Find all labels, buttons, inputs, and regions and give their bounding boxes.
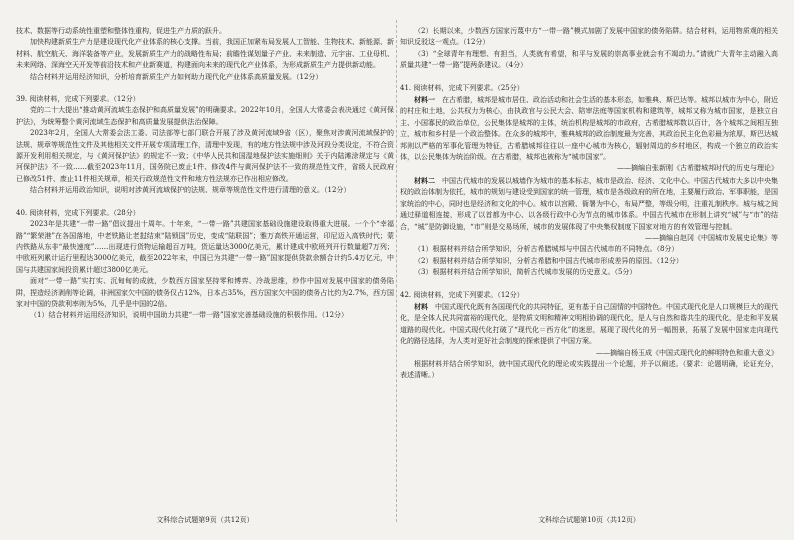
material-two xyxy=(400,175,778,233)
material-text: 在古希腊，城邦是城市居住、政治活动和社会生活的基本形态，如雅典、斯巴达等。城邦以城市为中心，附近的村庄和土地，公共权力为核心，由执政官与公民大会、陪审法庭等国家机构和建筑等，城邦又称为城市国家，是独立自主、小国寡民的政治单位，公民集体是城邦的主体，统治机构是城邦的市政府，古希腊城邦数以百计，各个城邦之间相互独立，城市和乡村是一个政治整体。在众多的城邦中，雅典城邦的政治制度最为完善，其政治民主化色彩最为浓厚，斯巴达城邦则以严格的军事化管理为特征，古希腊城邦往往以一座中心城市为核心，辐射周边的乡村地区，构成一个独立的政治实体，以公民集体为统治阶级。在古希腊，城邦也被称为“城市国家”。 xyxy=(400,96,778,162)
text-paragraph: 加快构建新质生产力是建设现代化产业体系的核心支撑。当前，我国正加紧布局发展人工智能、生物技术、新能源、新材料、航空航天、海洋装备等产业，发展新质生产力的战略性布局；前瞻性谋划量子产业、未来制造、元宇宙、工业母机、未来网络、深海空天开发等前沿技术和产业新赛道，构建面向未来的现代化产业体系，为形成新质生产力提供新动能。 xyxy=(16,38,394,70)
source-citation: ——摘编自张新刚《古希腊城邦时代的历史与理论》 xyxy=(617,164,778,173)
question-41-heading: 41. 阅读材料，完成下列要求。（25分） xyxy=(400,83,524,92)
question-prompt: （3）“全球青年有理想、有担当，人类就有希望，和平与发展的崇高事业就会有不竭动力。”请就广大青年主动融入高质量共建“一带一路”提两条建议。（4分） xyxy=(400,49,778,70)
question-prompt: （1）根据材料并结合所学知识，分析古希腊城邦与中国古代城市的不同特点。（8分） xyxy=(414,245,679,254)
question-prompt: 结合材料并运用政治知识，说明对涉黄河流域保护的法规、规章等规范性文件进行清理的意义。（12分） xyxy=(30,186,351,195)
question-prompt: （2）长期以来，少数西方国家污蔑中方“一带一路”模式加剧了发展中国家的债务陷阱。结合材料，运用物质观的相关知识反驳这一观点。（12分） xyxy=(400,27,778,47)
text-paragraph: 党的二十大提出“推动黄河流域生态保护和高质量发展”的明确要求。2022年10月，全国人大常委会表决通过《黄河保护法》，为统筹整个黄河流域生态保护和高质量发展提供法治保障。 xyxy=(16,106,394,126)
question-prompt: （3）根据材料并结合所学知识，简析古代城市发展的历史意义。（5分） xyxy=(414,268,637,277)
page-footer-left: 文科综合试题第9页（共12页） xyxy=(156,515,254,524)
question-40-heading: 40. 阅读材料，完成下列要求。（28分） xyxy=(16,208,140,217)
right-column xyxy=(400,26,778,530)
text-paragraph: 面对“一带一路”实打实、沉甸甸的成就，少数西方国家坚持零和博弈、冷战思维，炒作中国对发展中国家的债务陷阱，捏造经济剥削等论调，非洲国家欠中国的债务仅占12%，日本占35%，西方国家欠中国的债务占比约为2.7%，西方国家对中国的贷款利率则为5%，几乎是中国的2倍。 xyxy=(16,277,394,308)
text-paragraph: 2023年是共建“一带一路”倡议提出十周年。十年来，“一带一路”共建国家基础设施建设取得重大进展。一个个“幸福路”“繁荣港”在各国落地，中老铁路让老挝结束“陆锁国”历史，变成“陆联国”；雅万高铁开通运营，印尼迈入高铁时代；蒙内铁路从东非“最快速度”……出现进行货物运输超百万吨，货运量达3000亿美元，累计建成中欧班列开行数量超7万列；中欧班列累计运行里程达3000亿美元，截至2022年末，中国已为共建“一带一路”国家提供贷款余额合计约5.4万亿元，中国与共建国家间投资累计超过3800亿美元。 xyxy=(16,220,394,274)
material-label: 材料二 xyxy=(414,175,435,185)
left-column xyxy=(16,26,394,530)
material-text: 中国式现代化既有各国现代化的共同特征，更有基于自己国情的中国特色。中国式现代化是人口规模巨大的现代化，是全体人民共同富裕的现代化，是物质文明和精神文明相协调的现代化，是人与自然和谐共生的现代化，是走和平发展道路的现代化。中国式现代化打破了“现代化＝西方化”的迷思，展现了现代化的另一幅图景，拓展了发展中国家走向现代化的路径选择，为人类对更好社会制度的探索提供了中国方案。 xyxy=(400,302,778,346)
material-label: 材料 xyxy=(414,301,428,311)
text-paragraph: 2023年2月，全国人大常委会法工委、司法部等七部门联合开展了涉及黄河流域9省（区），聚焦对涉黄河流域保护的法规、规章等规范性文件及其他相关文件开展专项清理工作，清理中发现，有的地方性法规中涉及河段分类设定，不符合资源开发利用相关规定，与《黄河保护法》的规定不一致；《中华人民共和国湿地保护法实施细则》关于内陆滩涂规定与《黄河保护法》不一致……截至2023年11月，国务院已废止1件、修改4件与黄河保护法不一致的规范性文件，省级人民政府已修改51件、废止11件相关规章，相关行政规范性文件和地方性法规亦已作出相应修改。 xyxy=(16,129,394,183)
question-39-heading: 39. 阅读材料，完成下列要求。（12分） xyxy=(16,95,140,104)
material-one xyxy=(400,94,778,163)
text-paragraph: 技术、数据等行动系统性重塑和整体性重构，促进生产力质的跃升。 xyxy=(16,27,226,35)
question-prompt: 根据材料并结合所学知识，就中国式现代化的理论或实践提出一个论题，并予以阐述。（要求：论题明确，论证充分，表述清晰。） xyxy=(400,359,778,380)
source-citation: ——摘编自杨玉成《中国式现代化的鲜明特色和重大意义》 xyxy=(596,348,778,357)
question-prompt: （1）结合材料并运用经济知识，说明中国助力共建“一带一路”国家完善基础设施的积极作用。（12分） xyxy=(30,311,349,320)
page-footer-right: 文科综合试题第10页（共12页） xyxy=(538,515,640,524)
question-42-heading: 42. 阅读材料，完成下列要求。（12分） xyxy=(400,290,524,299)
material-label: 材料一 xyxy=(414,95,435,105)
column-divider xyxy=(396,20,397,522)
question-prompt: 结合材料并运用经济知识，分析培育新质生产力如何助力现代化产业体系高质量发展。（12分） xyxy=(30,72,323,81)
question-prompt: （2）根据材料并结合所学知识，分析古希腊和中国古代城市形成差异的原因。（12分） xyxy=(414,256,683,265)
material-text: 中国古代城市的发展以城墙作为城市的基本标志，城市是政治、经济、文化中心。中国古代城市大多以中央集权的政治体制为依托，城市的规划与建设受到国家的统一管理，城市是各级政府的所在地，主要履行政治、军事职能，是国家统治的中心，同时也是经济和文化的中心。城市以宫殿、衙署为中心，布局严整，等级分明，注重礼制秩序。城与城之间通过驿道相连接，形成了以首都为中心、以各级行政中心为节点的城市体系。中国古代城市在形制上讲究“城”与“市”的结合，“城”是防御设施，“市”则是交易场所，城市的发展体现了中央集权制度下国家对地方的有效管理与控制。 xyxy=(400,176,778,231)
material-text-block xyxy=(400,301,778,348)
source-citation: ——摘编自赵冈《中国城市发展史论集》等 xyxy=(645,233,778,242)
